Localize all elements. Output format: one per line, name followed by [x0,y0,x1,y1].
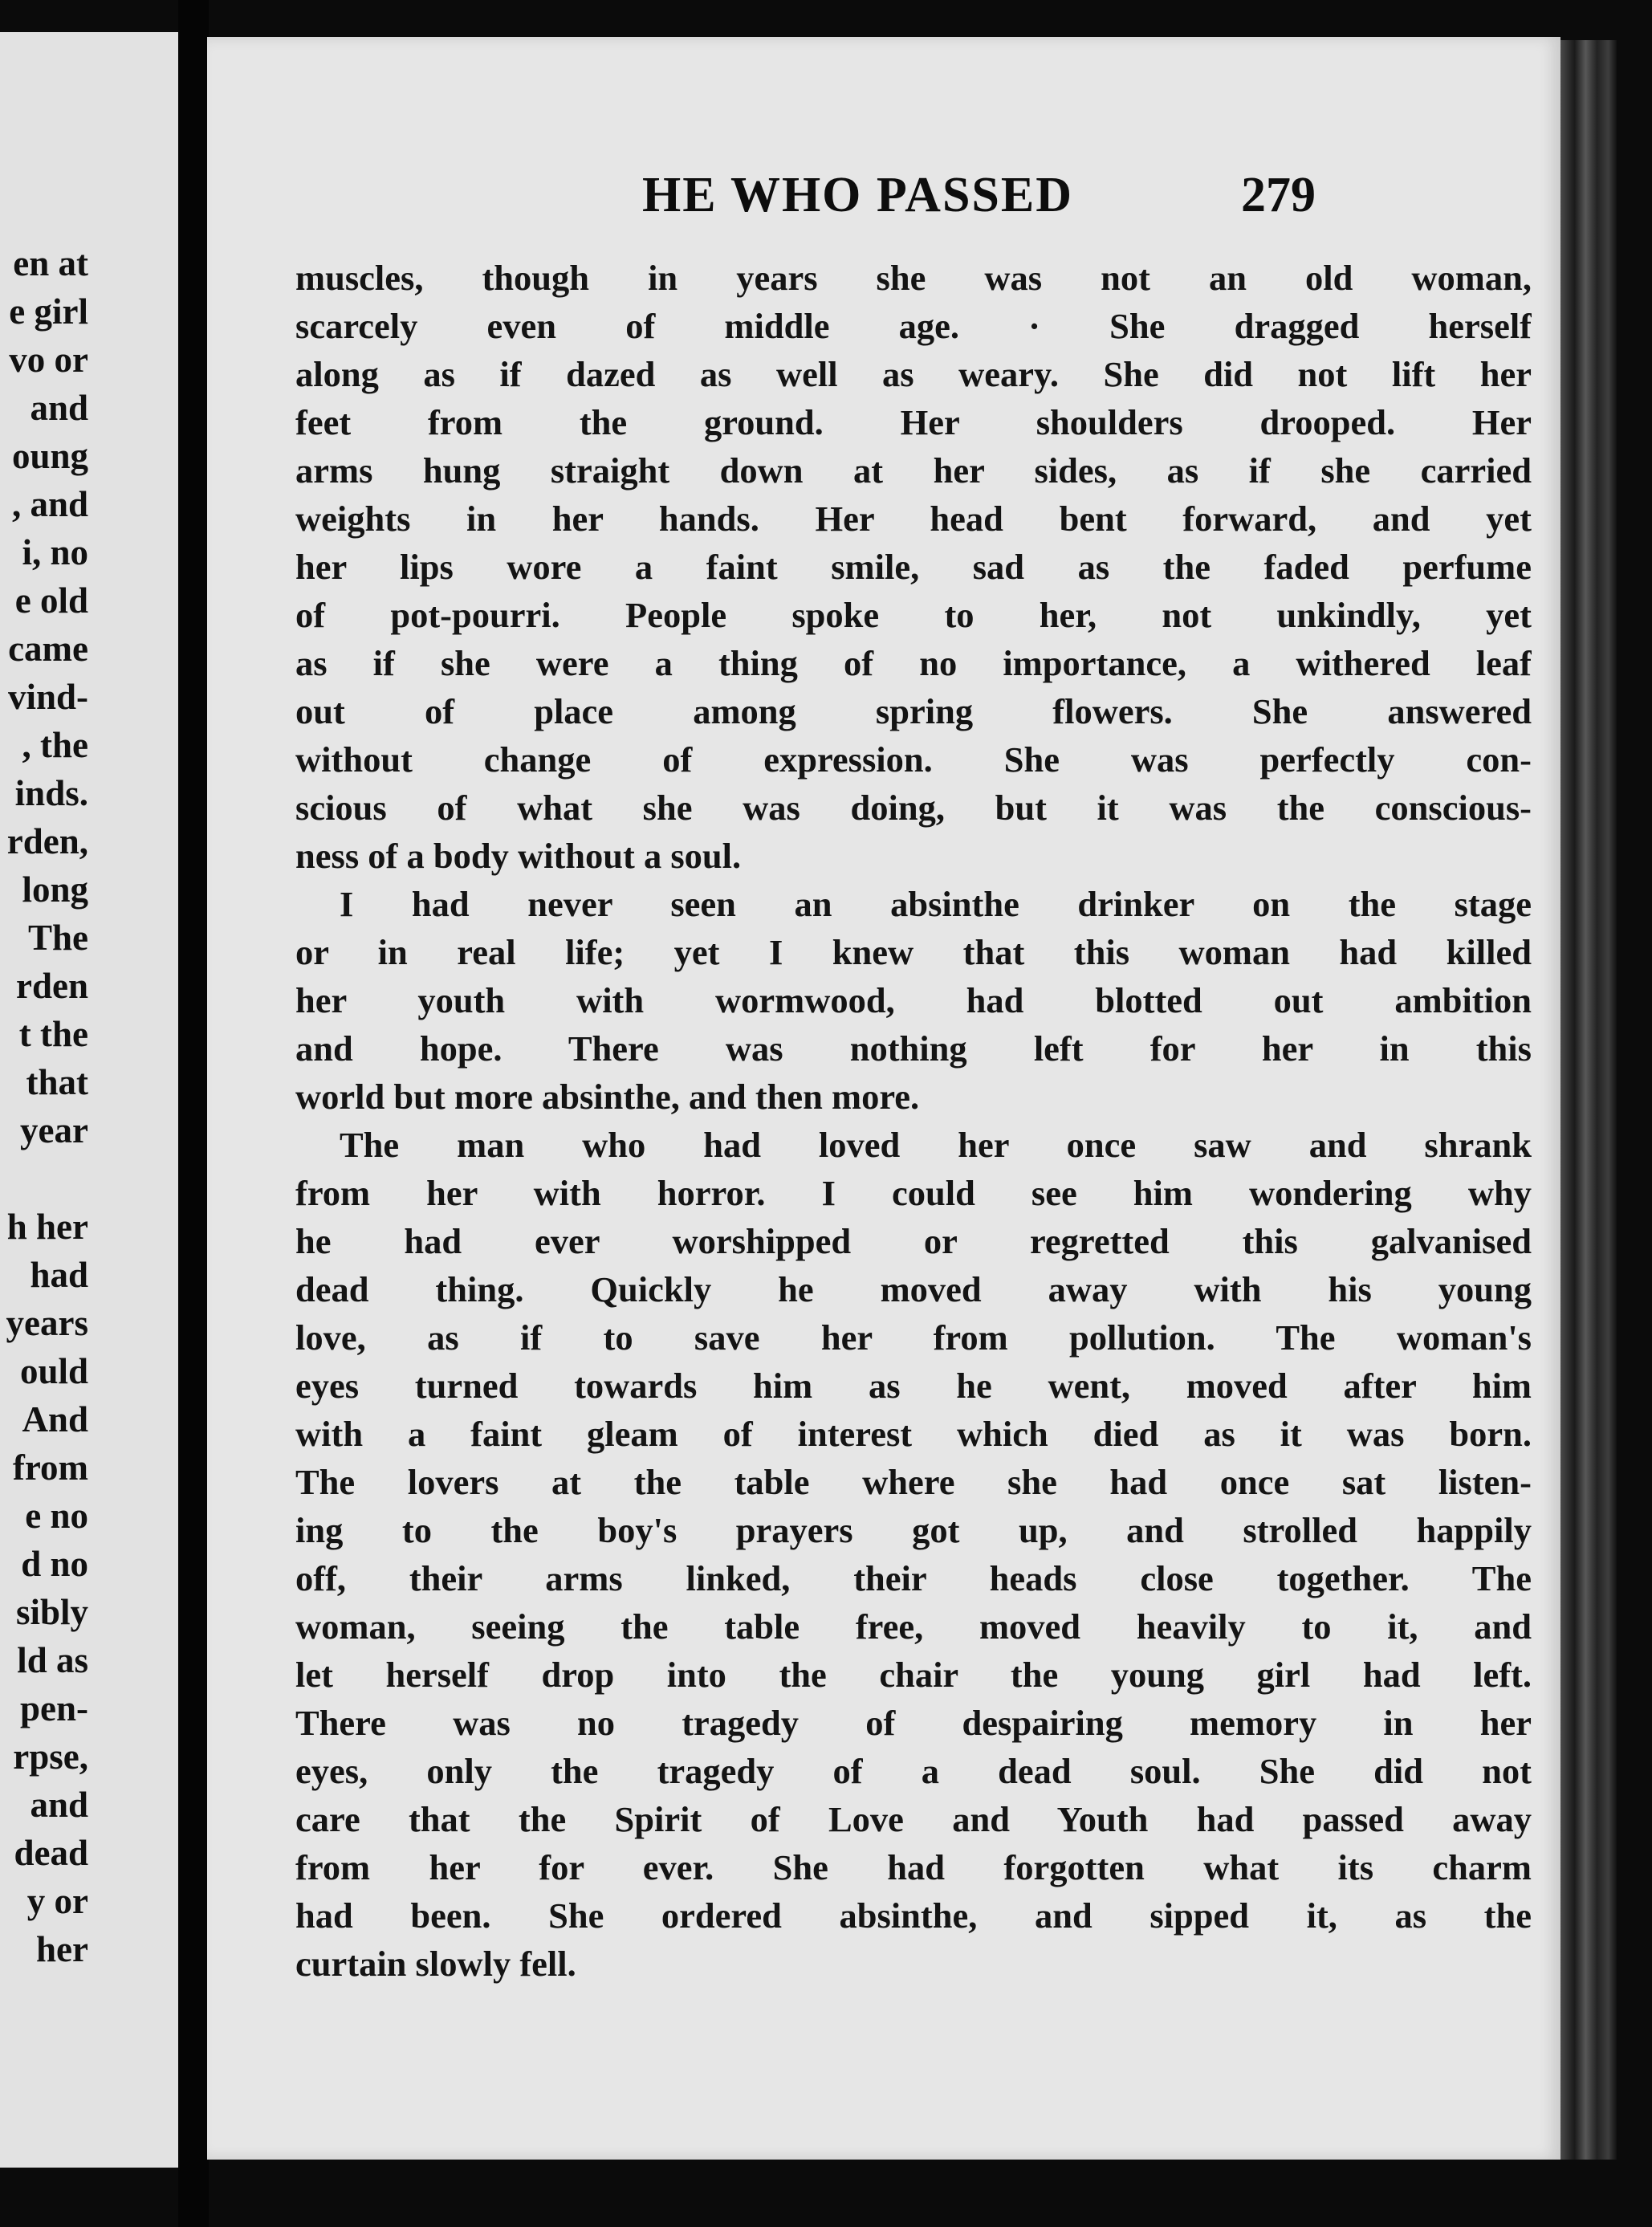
left-page-line-fragment: t the [18,1014,88,1054]
text-line: along as if dazed as well as weary. She did not lift her [295,354,1532,394]
left-page-line-fragment: and [30,388,88,428]
left-page-line-fragment: oung [11,436,88,476]
left-page-line-fragment: years [6,1303,88,1343]
left-page-line-fragment: rden [16,966,88,1006]
body-text [295,254,1532,1988]
left-page-line-fragment: , the [22,725,88,765]
left-page-line-fragment: long [22,869,88,910]
text-line: of pot-pourri. People spoke to her, not unkindly, yet [295,595,1532,635]
text-line: from her for ever. She had forgotten what its charm [295,1847,1532,1887]
book-page [207,37,1560,2160]
text-line: arms hung straight down at her sides, as if she carried [295,450,1532,491]
left-page-line-fragment: e old [14,580,88,621]
left-page-line-fragment: rden, [6,821,88,861]
text-line: scious of what she was doing, but it was the conscious- [295,788,1532,828]
text-line: I had never seen an absinthe drinker on the stage [340,884,1532,924]
text-line: had been. She ordered absinthe, and sipped it, as the [295,1895,1532,1936]
text-line: feet from the ground. Her shoulders drooped. Her [295,402,1532,442]
left-page-line-fragment: The [27,918,88,958]
left-page-line-fragment: h her [6,1207,88,1247]
text-line: dead thing. Quickly he moved away with his young [295,1269,1532,1309]
left-page-line-fragment: vind- [7,677,88,717]
running-head-title: HE WHO PASSED [642,168,1074,222]
text-line: world but more absinthe, and then more. [295,1077,920,1117]
text-line: as if she were a thing of no importance, a withered leaf [295,643,1532,683]
left-page-line-fragment: and [30,1785,88,1825]
left-page-line-fragment: dead [14,1833,88,1873]
text-line: ness of a body without a soul. [295,836,742,876]
text-line: eyes, only the tragedy of a dead soul. She did not [295,1751,1532,1791]
left-facing-page [0,32,178,2168]
text-line: eyes turned towards him as he went, moved after him [295,1366,1532,1406]
text-line: and hope. There was nothing left for her in this [295,1028,1532,1069]
text-line: let herself drop into the chair the young girl had left. [295,1655,1532,1695]
text-line: or in real life; yet I knew that this woman had killed [295,932,1532,972]
text-line: The man who had loved her once saw and shrank [340,1125,1532,1165]
text-line: weights in her hands. Her head bent forward, and yet [295,499,1532,539]
left-page-line-fragment: en at [13,243,88,283]
text-line: from her with horror. I could see him wondering why [295,1173,1532,1213]
book-gutter [178,0,209,2227]
left-page-line-fragment: that [26,1062,88,1102]
page-edge-stack [1560,40,1617,2160]
text-line: with a faint gleam of interest which died as it was born. [295,1414,1532,1454]
left-page-line-fragment: year [20,1110,88,1150]
text-line: ing to the boy's prayers got up, and strolled happily [295,1510,1532,1550]
left-page-line-fragment: sibly [15,1592,88,1632]
text-line: without change of expression. She was perfectly con- [295,739,1532,780]
left-page-line-fragment: i, no [22,532,88,572]
left-page-line-fragment: ld as [17,1640,88,1680]
left-page-line-fragment: y or [26,1881,88,1921]
left-page-line-fragment: pen- [19,1688,88,1728]
left-page-line-fragment: And [22,1399,88,1439]
left-page-line-fragment: her [36,1929,88,1969]
running-head [295,167,1516,223]
text-line: off, their arms linked, their heads close together. The [295,1558,1532,1598]
text-line: he had ever worshipped or regretted this galvanised [295,1221,1532,1261]
left-page-line-fragment: e no [25,1496,88,1536]
text-line: her lips wore a faint smile, sad as the faded perfume [295,547,1532,587]
text-line: The lovers at the table where she had once sat listen- [295,1462,1532,1502]
text-line: love, as if to save her from pollution. The woman's [295,1317,1532,1358]
text-line: woman, seeing the table free, moved heavily to it, and [295,1606,1532,1647]
left-page-line-fragment: had [30,1255,88,1295]
left-page-line-fragment: e girl [9,291,88,332]
text-line: out of place among spring flowers. She answered [295,691,1532,731]
text-line: There was no tragedy of despairing memory in her [295,1703,1532,1743]
text-line: muscles, though in years she was not an old woman, [295,258,1532,298]
text-line: care that the Spirit of Love and Youth had passed away [295,1799,1532,1839]
left-page-line-fragment: inds. [14,773,88,813]
left-page-line-fragment: ould [19,1351,88,1391]
left-page-line-fragment: from [12,1447,88,1488]
left-page-line-fragment: , and [11,484,88,524]
left-page-line-fragment: rpse, [13,1736,88,1777]
left-page-line-fragment: vo or [9,340,88,380]
left-page-line-fragment: d no [21,1544,88,1584]
text-line: curtain slowly fell. [295,1944,576,1984]
text-line: scarcely even of middle age. · She dragged herself [295,306,1532,346]
page-number: 279 [1241,168,1316,222]
left-page-line-fragment: came [8,629,88,669]
text-line: her youth with wormwood, had blotted out ambition [295,980,1532,1020]
